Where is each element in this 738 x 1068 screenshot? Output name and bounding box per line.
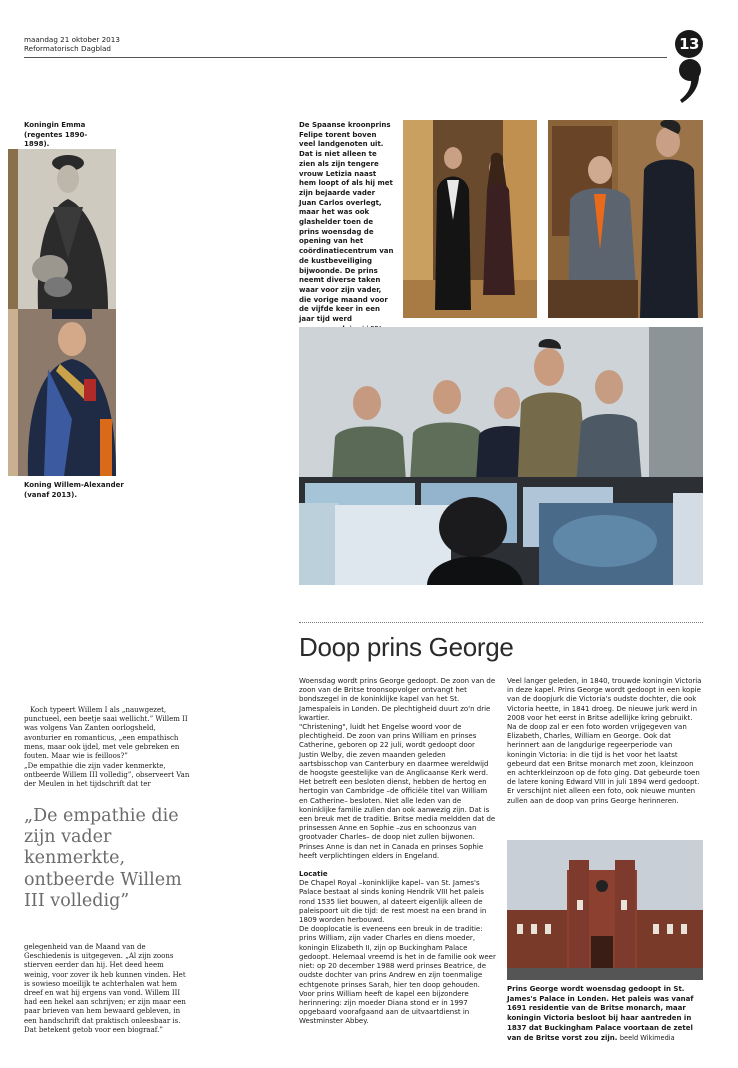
left-article-para2: „De empathie die zijn vader kenmerkte, ontbeerde Willem III volledig”, observeert Van der Meulen in het tijdschrift dat ter (24, 762, 190, 789)
caption-emma: Koningin Emma (regentes 1890-1898). (24, 121, 88, 149)
doop-col1-para3: Het betreft een besloten dienst, hebben de hertog en hertogin van Cambridge –de officiële titel van William en Catherine– besloten. Niet alle leden van de koninklijke familie zullen dan ook aanwezig zijn. Dat is een breuk met de traditie. Britse media meldden dat de prinsessen Anne en Sophie –zus en schoonzus van grootvader Charles– de doop niet zullen bijwonen. Prinses Anne is dan net in Canada en prinses Sophie heeft verplichtingen elders in Engeland. (299, 778, 496, 860)
doop-col1-para4: De Chapel Royal –koninklijke kapel– van St. James's Palace bestaat al sinds koning Hendrik VIII het paleis rond 1535 liet bouwen, al dateert eigenlijk alleen de paleispoort uit die tijd: de rest moest na een brand in 1809 worden herbouwd. (299, 879, 487, 925)
caption-palace (507, 985, 703, 1043)
photo-st-james-palace (507, 840, 703, 980)
header-rule (24, 57, 667, 58)
caption-felipe-text: De Spaanse kroonprins Felipe torent boven veel landgenoten uit. Dat is niet alleen te zien als zijn tengere vrouw Letizia naast hem loopt of als hij met zijn bejaarde vader Juan Carlos overlegt, maar het was ook glashelder toen de prins woensdag de opening van het coördinatiecentrum van de kustbeveiliging bijwoonde. De prins neemt diverse taken waar voor zijn vader, die vorige maand voor de vijfde keer in een jaar tijd werd (299, 121, 394, 324)
left-article-para1: Koch typeert Willem I als „nauwgezet, punctueel, een beetje saai wellicht.” Willem II was volgens Van Zanten oorlogsheld, avonturier en romanticus, „een empathisch mens, maar ook ijdel, met vele gebreken en fouten. Maar wie is feilloos?” (24, 706, 188, 761)
doop-column-2 (507, 677, 703, 806)
photo-king-willem-alexander (8, 309, 116, 476)
left-article-para3: gelegenheid van de Maand van de Geschiedenis is uitgegeven. „Al zijn zoons stierven eerder dan hij. Het deed heem weinig, voor zover ik heb kunnen vinden. Het is sowieso moeilijk te achterhalen wat hem dreef en wat hij ergens van vond. Willem III had een hekel aan schrijven; er zijn maar een paar brieven van hem bewaard gebleven, in een handschrift dat praktisch onleesbaar is. Dat betekent getob voor een biograaf.” (24, 943, 186, 1034)
photo-queen-emma (8, 149, 116, 309)
photo-felipe-letizia (403, 120, 537, 318)
page-number: 13 (675, 30, 703, 58)
photo-coordination-centre (299, 327, 703, 585)
photo-juan-carlos-felipe (548, 120, 703, 318)
article-headline: Doop prins George (299, 632, 514, 662)
comma-icon (677, 58, 703, 104)
doop-col1-para5: De dooplocatie is eveneens een breuk in de traditie: prins William, zijn vader Charles en diens moeder, koningin Elizabeth II, zijn op Buckingham Palace gedoopt. Helemaal vreemd is het in de familie ook weer niet: op 20 december 1988 werd prinses Beatrice, de oudste dochter van prins Andrew en zijn toenmalige echtgenote prinses Sarah, hier ten doop gehouden. (299, 925, 496, 989)
pull-quote: „De empathie die zijn vader kenmerkte, ontbeerde Willem III volledig” (24, 806, 182, 911)
doop-col2-para2: Na de doop zal er een foto worden vrijgegeven van Elizabeth, Charles, William en George. Ook dat herinnert aan de langdurige regeerperiode van koningin Victoria: in die tijd is het voor het laatst gebeurd dat een Britse monarch met zoon, kleinzoon en achterkleinzoon op de foto ging. Dat gebeurde toen de latere koning Edward VIII in juli 1894 werd gedoopt. Er verschijnt niet alleen een foto, ook nieuwe munten zullen aan de doop van prins George herinneren. (507, 723, 700, 805)
caption-palace-credit: beeld Wikimedia (619, 1033, 675, 1042)
edition-date: maandag 21 oktober 2013 (24, 35, 120, 44)
doop-col1-para1: Woensdag wordt prins George gedoopt. De zoon van de zoon van de Britse troonsopvolger ontvangt het bondszegel in de koninklijke kapel van het St. Jamespaleis in Londen. De plechtigheid duurt zo'n drie kwartier. (299, 677, 496, 722)
doop-column-1 (299, 677, 496, 1027)
doop-col1-para2: "Christening", luidt het Engelse woord voor de plechtigheid. De zoon van prins William en prinses Catherine, geboren op 22 juli, wordt gedoopt door Justin Welby, die zeven maanden geleden aartsbisschop van Canterbury en daarmee wereldwijd de hoogste geestelijke van de Anglicaanse Kerk werd. (299, 723, 489, 778)
doop-subhead-locatie: Locatie (299, 870, 328, 879)
doop-col2-para1: Veel langer geleden, in 1840, trouwde koningin Victoria in deze kapel. Prins George wordt gedoopt in een kopie van de doopjurk die Victoria's oudste dochter, die ook Victoria heette, in 1841 droeg. De nieuwe jurk werd in 2008 voor het eerst in Britse adellijke kring gebruikt. (507, 677, 702, 722)
caption-willem-alexander: Koning Willem-Alexander (vanaf 2013). (24, 481, 124, 499)
doop-col1-para6: Voor prins William heeft de kapel een bijzondere herinnering: zijn moeder Diana stond er in 1997 opgebaard voorafgaand aan de uitvaartdienst in Westminster Abbey. (299, 989, 470, 1026)
section-divider (299, 622, 703, 623)
caption-palace-text: Prins George wordt woensdag gedoopt in St. James's Palace in Londen. Het paleis was vanaf 1691 residentie van de Britse monarch, maar koningin Victoria besloot bij haar aantreden in 1837 dat Buckingham Palace voortaan de zetel van de Britse vorst zou zijn. (507, 985, 694, 1042)
caption-felipe (299, 121, 394, 334)
newspaper-name: Reformatorisch Dagblad (24, 44, 111, 53)
